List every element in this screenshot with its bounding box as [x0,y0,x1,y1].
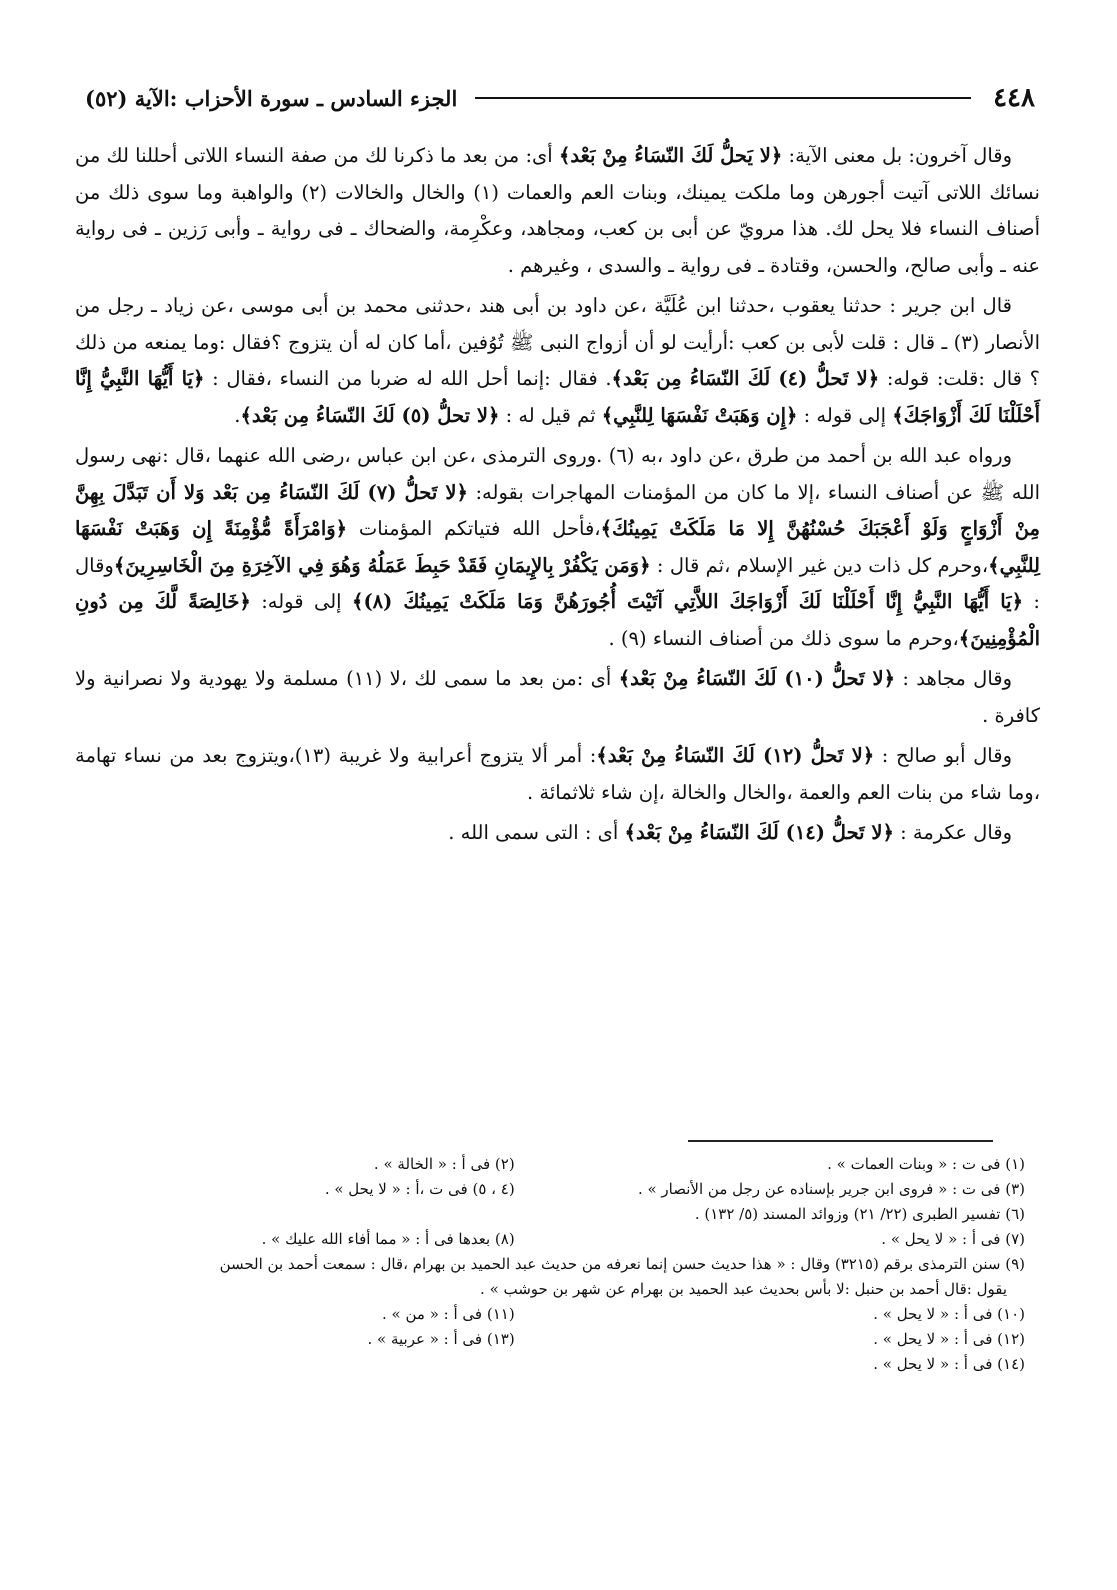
text-run: وقال آخرون: بل معنى الآية: [782,144,1012,167]
footnote-6: (٦) تفسير الطبرى (٢٢/ ٢١) وزوائد المسند (٥/ ١٣٢) . [694,1205,1025,1223]
quran-quote: ﴿لا تَحلُّ (١٠) لَكَ النّسَاءُ مِنْ بَعْد﴾ [618,667,896,690]
text-run: ،وحرم كل ذات دين غير الإسلام ،ثم قال : [650,553,989,577]
text-run: أى: من بعد ما ذكرنا لك من صفة النساء اللاتى أحللنا لك من نسائك اللاتى آتيت أجورهن وما ملكت يمينك، وبنات العم والعمات (١) والخال والخالات (٢) والواهبة وما سوى ذلك من أصناف النساء فلا يحل لك. هذا مرويّ عن أبى بن كعب، ومجاهد، وعكْرِمة، والضحاك ـ فى رواية ـ وأبى رَزين ـ فى رواية عنه ـ وأبى صالح، والحسن، وقتادة ـ فى رواية ـ والسدى ، وغيرهم . [75,144,1040,277]
footnote-row [80,1177,1025,1202]
quran-quote: ﴿إِن وَهَبَتْ نَفْسَهَا لِلنَّبِي﴾ [601,403,798,427]
quran-quote: ﴿لا تَحلُّ (١٤) لَكَ النّسَاءُ مِنْ بَعْد﴾ [624,821,894,844]
body-text [75,138,1040,856]
footnote-12: (١٢) فى أ : « لا يحل » . [873,1330,1025,1348]
paragraph [75,661,1040,734]
paragraph [75,138,1040,284]
footnote-8: (٨) بعدها فى أ : « مما أفاء الله عليك » . [261,1230,515,1248]
footnote-row [80,1227,1025,1252]
footnote-10: (١٠) فى أ : « لا يحل » . [873,1305,1025,1323]
footnote-9-continued: يقول :قال أحمد بن حنبل :لا بأس بحديث عبد الحميد بن بهرام عن شهر بن حوشب » . [480,1280,1007,1298]
text-run: وقال مجاهد : [895,667,1012,690]
quran-quote: ﴿لا تَحلُّ (١٢) لَكَ النّسَاءُ مِنْ بَعْد﴾ [596,744,875,767]
footnote-13: (١٣) فى أ : « عربية » . [367,1330,515,1348]
text-run: وقال : [75,553,1040,613]
text-run: قال ابن جرير : حدثنا يعقوب ،حدثنا ابن عُلَيَّة ،عن داود بن أبى هند ،حدثنى محمد بن أبى موسى ،عن زياد ـ رجل من الأنصار (٣) ـ قال : قلت لأبى بن كعب :أرأيت لو أن أزواج النبى ﷺ تُوُفين ،أما كان له أن يتزوج ؟فقال :وما يمنعه من ذلك ؟ قال :قلت: قوله: [75,294,1040,390]
quran-quote: ﴿لا تَحلُّ (٧) لَكَ النّسَاءُ مِن بَعْد وَلا أَن تَبَدَّلَ بِهِنَّ مِنْ أَزْوَاجٍ وَلَوْ أَعْجَبَكَ حُسْنُهُنَّ إِلا مَا مَلَكَتْ يَمِينُكَ﴾ [75,480,1040,540]
text-run: ثم قيل له : [499,403,602,427]
footnote-separator [688,1140,993,1142]
footnote-2: (٢) فى أ : « الخالة » . [373,1155,515,1173]
quran-quote: ﴿يَا أَيُّهَا النَّبِيُّ إِنَّا أَحْلَلْنَا لَكَ أَزْوَاجَكَ﴾ [75,367,1040,427]
footnote-3: (٣) فى ت : « فروى ابن جرير بإسناده عن رجل من الأنصار » . [637,1180,1025,1198]
quran-quote: ﴿يَا أَيُّهَا النَّبِيُّ إِنَّا أَحْلَلْنَا لَكَ أَزْوَاجَكَ اللاَّتِي آتَيْتَ أُجُورَهُنَّ وَمَا مَلَكَتْ يَمِينُكَ (٨)﴾ [352,590,1024,613]
footnotes [80,1152,1025,1377]
footnote-row [80,1277,1025,1302]
text-run: ،فأحل الله فتياتكم المؤمنات [347,517,601,540]
header-rule [475,97,971,99]
text-run: ،وحرم ما سوى ذلك من أصناف النساء (٩) . [608,626,959,650]
paragraph [75,815,1040,852]
footnote-9: (٩) سنن الترمذى برقم (٣٢١٥) وقال : « هذا حديث حسن إنما نعرفه من حديث عبد الحميد بن بهرام ،قال : سمعت أحمد بن الحسن [219,1255,1025,1273]
footnote-row [80,1352,1025,1377]
quran-quote: ﴿وَامْرَأَةً مُّؤْمِنَةً إِن وَهَبَتْ نَفْسَهَا لِلنَّبِي﴾ [75,517,1040,577]
footnote-11: (١١) فى أ : « من » . [382,1305,515,1323]
footnote-1: (١) فى ت : « وبنات العمات » . [827,1155,1025,1173]
text-run: : أمر ألا يتزوج أعرابية ولا غريبة (١٣)،ويتزوج بعد من نساء تهامة ،وما شاء من بنات العم والعمة ،والخال والخالة ،إن شاء ثلاثمائة . [75,744,1040,804]
text-run: أى :من بعد ما سمى لك ،لا (١١) مسلمة ولا يهودية ولا نصرانية ولا كافرة . [75,667,1040,727]
page-number: ٤٤٨ [993,83,1035,113]
text-run: أى : التى سمى الله . [448,821,625,844]
quran-quote: ﴿وَمَن يَكْفُرْ بِالإِيمَانِ فَقَدْ حَبِطَ عَمَلُهُ وَهُوَ فِي الآخِرَةِ مِنَ الْخَاسِرِينَ﴾ [113,553,651,577]
running-title: الجزء السادس ـ سورة الأحزاب :الآية (٥٢) [85,85,458,111]
quran-quote: ﴿لا تحلُّ (٥) لَكَ النّسَاءُ مِن بَعْد﴾ [240,403,500,427]
quran-quote: ﴿لا يَحلُّ لَكَ النّسَاءُ مِنْ بَعْد﴾ [558,144,783,167]
text-run: . [234,403,241,427]
footnote-row [80,1152,1025,1177]
footnote-row [80,1302,1025,1327]
footnote-14: (١٤) فى أ : « لا يحل » . [873,1355,1025,1373]
quran-quote: ﴿لا تَحلُّ (٤) لَكَ النّسَاءُ مِن بَعْد﴾ [611,367,880,390]
footnote-row [80,1327,1025,1352]
footnote-row [80,1252,1025,1277]
paragraph [75,288,1040,434]
footnote-7: (٧) فى أ : « لا يحل » . [881,1230,1025,1248]
text-run: ورواه عبد الله بن أحمد من طرق ،عن داود ،به (٦) .وروى الترمذى ،عن ابن عباس ،رضى الله عنهما ،قال :نهى رسول الله ﷺ عن أصناف النساء ،إلا ما كان من المؤمنات المهاجرات بقوله: [75,444,1040,504]
paragraph [75,438,1040,657]
text-run: وقال أبو صالح : [874,744,1012,767]
text-run: إلى قوله: [250,590,353,613]
page-header [85,78,1035,118]
text-run: . فقال :إنما أحل الله له ضربا من النساء ،فقال : [204,367,612,390]
paragraph [75,738,1040,811]
footnote-4-5: (٤ ، ٥) فى ت ،أ : « لا يحل » . [324,1180,515,1198]
text-run: إلى قوله : [797,403,893,427]
footnote-row [80,1202,1025,1227]
text-run: وقال عكرمة : [893,821,1012,844]
quran-quote: ﴿خَالِصَةً لَّكَ مِن دُونِ الْمُؤْمِنِينَ﴾ [75,590,1040,650]
